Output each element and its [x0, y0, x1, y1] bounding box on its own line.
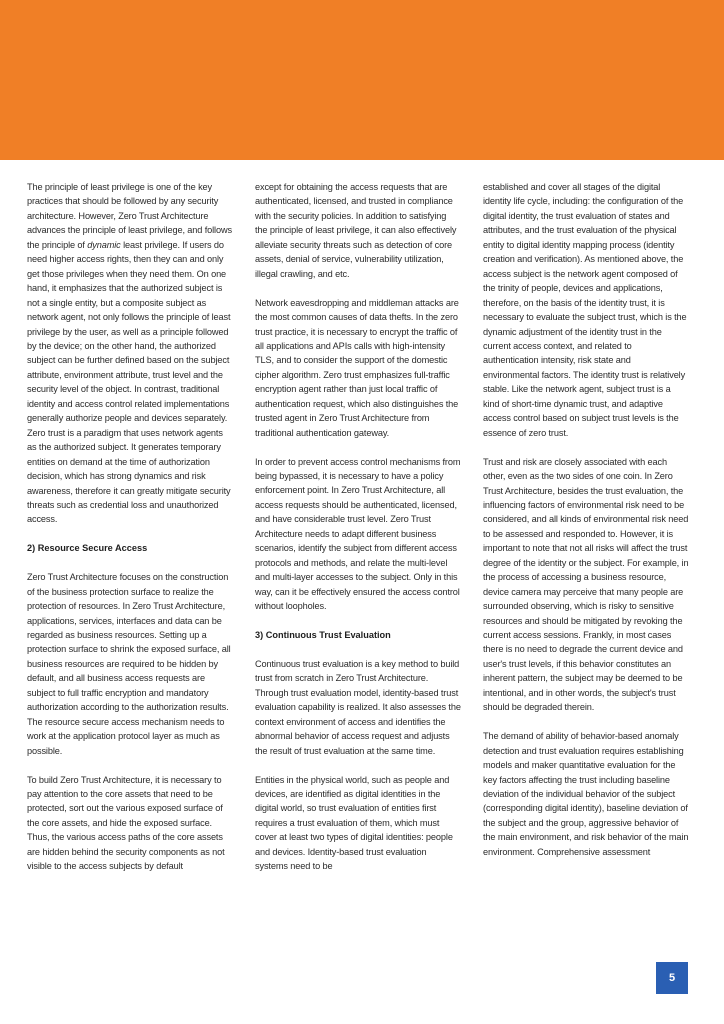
paragraph-protection-surface: Zero Trust Architecture focuses on the construction of the business protection surface to realize the protection of resources. In Zero Trust Architecture, applications, services, interfaces and data can be regarded as business resources. Setting up a protection surface to shrink the exposed surface, all business resources are required to be hidden by default, and all business access requests are subject to full traffic encryption and mandatory authorization according to the authorization results. The resource secure access mechanism needs to work at the application protocol layer as much as possible. — [27, 572, 231, 756]
paragraph-trust-evaluation: Continuous trust evaluation is a key method to build trust from scratch in Zero Trust Architecture. Through trust evaluation model, identity-based trust evaluation capability is realized. It also assesses the context environment of access and identifies the abnormal behavior of access request and adjusts the result of trust evaluation at the same time. — [255, 658, 461, 756]
emphasis-dynamic: dynamic — [87, 239, 121, 250]
paragraph-access-requests: except for obtaining the access requests that are authenticated, licensed, and trusted in compliance with the security policies. In addition to satisfying the principle of least privilege, it can also effectively alleviate security threats such as detection of core assets, denial of service, vulnerability utilization, illegal crawling, and etc. — [255, 182, 457, 279]
page-number-badge: 5 — [656, 962, 688, 994]
text-column-3 — [483, 180, 689, 859]
paragraph-digital-identities: Entities in the physical world, such as people and devices, are identified as digital identities in the digital world, so trust evaluation of entities first requires a trust evaluation of them, which must cover at least two types of digital identities: people and devices. Identity-based trust evaluation systems need to be — [255, 774, 453, 872]
text-column-2 — [255, 180, 461, 874]
paragraph-policy-enforcement: In order to prevent access control mechanisms from being bypassed, it is necessary to have a policy enforcement point. In Zero Trust Architecture, all access requests should be authenticated, licensed, and have considerable trust level. Zero Trust Architecture needs to adapt different business scenarios, identify the subject from different access protocols and methods, and relate the multi-level and multi-layer accesses to the subject. Only in this way, can it be effectively ensured the access control without loopholes. — [255, 456, 461, 612]
section-heading-continuous-trust: 3) Continuous Trust Evaluation — [255, 630, 391, 640]
paragraph-eavesdropping: Network eavesdropping and middleman attacks are the most common causes of data thefts. In the zero trust practice, it is necessary to encrypt the traffic of all applications and APIs calls with high-intensity TLS, and to consider the support of the domestic cipher algorithm. Zero trust emphasizes full-traffic encryption agent rather than just local traffic of authentication request, which also distinguishes the trusted agent in Zero Trust Architecture from traditional authentication gateway. — [255, 297, 459, 438]
header-banner — [0, 0, 724, 160]
paragraph-least-privilege: The principle of least privilege is one of the key practices that should be followed by any security architecture. However, Zero Trust Architecture advances the principle of least privilege, and follows the principle of dynamic least privilege. If users do need higher access rights, then they can and only get those privileges when they need them. On one hand, it emphasizes that the authorized subject is not a single entity, but a composite subject as network agent, not only follows the principle of least privilege by the user, as well as a principle followed by the device; on the other hand, the authorized subject can be further defined based on the subject attribute, environment attribute, trust level and the security level of the object. In contrast, traditional identity and access control related implementations generally authorize people and devices separately. Zero trust is a paradigm that uses network agents as the authorized subject. It generates temporary entities on demand at the time of authorization decision, which has strong dynamics and risk awareness, therefore it can greatly mitigate security threats such as credential loss and unauthorized access. — [27, 182, 232, 525]
section-heading-resource-secure-access: 2) Resource Secure Access — [27, 543, 148, 554]
paragraph-anomaly-detection: The demand of ability of behavior-based anomaly detection and trust evaluation requires establishing models and maker quantitative evaluation for the key factors affecting the trust including baseline deviation of the individual behavior of the subject (corresponding digital identity), baseline deviation of the subject and the group, aggressive behavior of the main environment, and risk behavior of the main environment. Comprehensive assessment — [483, 731, 689, 857]
paragraph-build-zero-trust: To build Zero Trust Architecture, it is necessary to pay attention to the core assets that need to be protected, sort out the various exposed surface of the core assets, and hide the exposed surface. Thus, the various access paths of the core assets are hidden behind the security components as not visible to the access subjects by default — [27, 774, 225, 872]
paragraph-trust-and-risk: Trust and risk are closely associated with each other, even as the two sides of one coin. In Zero Trust Architecture, besides the trust evaluation, the influencing factors of environmental risk need to be considered, and all kinds of environmental risk need to be assessed and responded to. However, it is important to note that not all risks will affect the trust degree of the identity or the subject. For example, in the process of accessing a business resource, device camera may perceive that many people are surrounded observing, which is risky to sensitive resources and should be mitigated by revoking the current access sessions. Frankly, in most cases there is no need to degrade the current device and user's trust levels, if this behavior constitutes an inherent pattern, the subject may be deemed to be intentional, and in other words, the subject's trust should be degraded therein. — [483, 456, 689, 713]
paragraph-identity-lifecycle: established and cover all stages of the digital identity life cycle, including: the configuration of the digital identity, the trust evaluation of states and attributes, and the trust evaluation of the physical entity to digital identity mapping process (identity creation and verification). As mentioned above, the access subject is the network agent composed of the trinity of people, devices and applications, therefore, on the basis of the identity trust, it is necessary to evaluate the subject trust, which is the dynamic adjustment of the identity trust in the current access context, and related to authentication intensity, risk state and environmental factors. The identity trust is relatively stable. Like the network agent, subject trust is a kind of short-time dynamic trust, and adaptive access control based on subject trust levels is the essence of zero trust. — [483, 182, 687, 438]
text-column-1 — [27, 180, 233, 874]
